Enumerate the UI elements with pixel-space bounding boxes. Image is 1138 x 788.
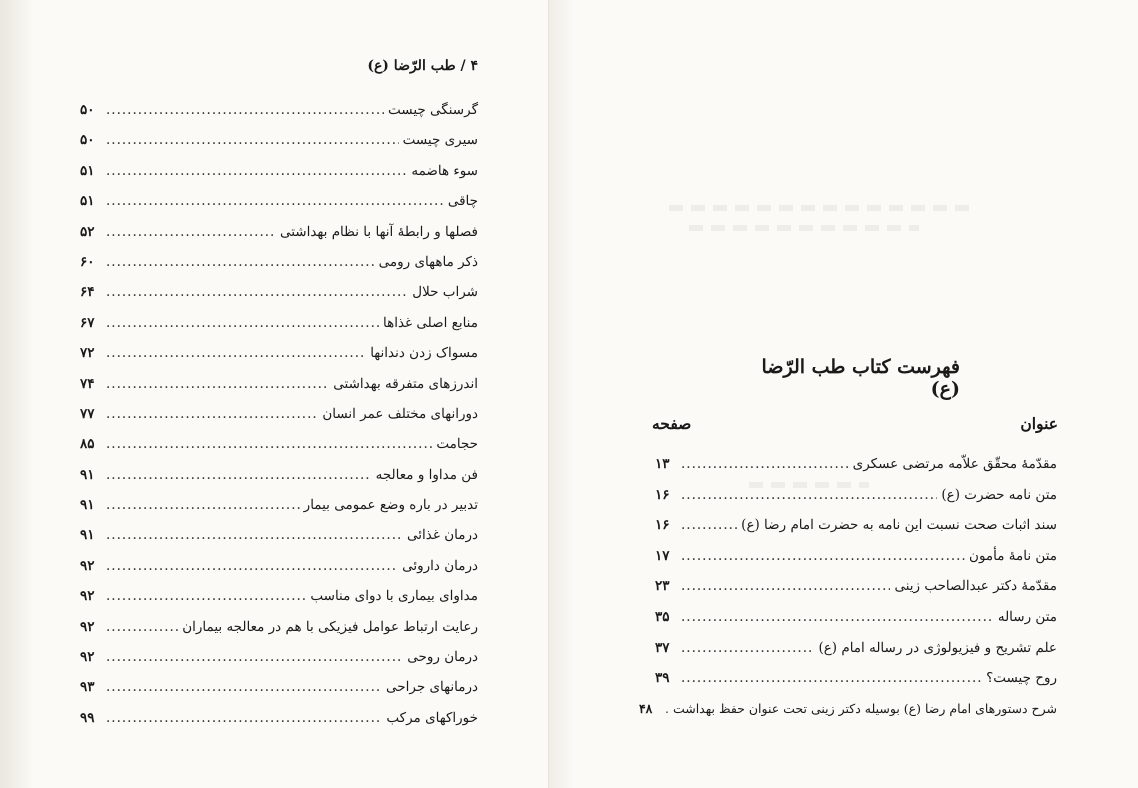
leader-dots bbox=[106, 95, 384, 125]
leader-dots bbox=[681, 510, 737, 540]
entry-title: اندرزهای متفرقه بهداشتی bbox=[333, 375, 478, 392]
entry-title: منابع اصلی غذاها bbox=[382, 314, 478, 331]
leader-dots bbox=[106, 277, 408, 307]
leader-dots bbox=[681, 571, 890, 601]
leader-dots bbox=[106, 672, 382, 702]
entry-page: ۹۲ bbox=[80, 588, 95, 605]
entry-title: مداوای بیماری با دوای مناسب bbox=[310, 588, 478, 605]
entry-page: ۹۱ bbox=[80, 497, 95, 514]
toc-entry bbox=[80, 369, 478, 399]
leader-dots bbox=[106, 125, 399, 155]
toc-entry bbox=[655, 602, 1057, 633]
entry-title: درمان غذائی bbox=[407, 527, 478, 544]
leader-dots bbox=[106, 490, 300, 520]
entry-title: ذکر ماههای رومی bbox=[378, 253, 478, 270]
entry-title: متن نامهٔ مأمون bbox=[969, 547, 1057, 564]
leader-dots bbox=[681, 663, 982, 693]
entry-title: حجامت bbox=[436, 436, 478, 453]
leader-dots bbox=[681, 449, 849, 479]
toc-entry bbox=[80, 399, 478, 429]
entry-title: مقدّمهٔ محقّق علاّمه مرتضی عسکری bbox=[852, 456, 1057, 472]
leader-dots bbox=[106, 308, 379, 338]
entry-title: سیری چیست bbox=[402, 132, 478, 149]
toc-entry bbox=[655, 480, 1057, 511]
toc-entry bbox=[80, 186, 478, 216]
entry-page: ۹۱ bbox=[80, 466, 95, 483]
toc-entry bbox=[80, 460, 478, 490]
entry-page: ۹۲ bbox=[80, 649, 95, 666]
show-through-text bbox=[669, 205, 969, 211]
leader-dots bbox=[106, 429, 432, 459]
entry-page: ۳۹ bbox=[655, 670, 670, 687]
entry-title: متن نامه حضرت (ع) bbox=[941, 486, 1057, 503]
entry-title: مسواک زدن دندانها bbox=[370, 345, 478, 362]
entry-page: ۳۵ bbox=[655, 608, 670, 625]
toc-list-right bbox=[638, 449, 1057, 724]
entry-title: علم تشریح و فیزیولوژی در رساله امام (ع) bbox=[818, 639, 1057, 656]
leader-dots bbox=[106, 369, 329, 399]
leader-dots bbox=[106, 247, 375, 277]
entry-page: ۱۳ bbox=[655, 456, 670, 472]
entry-page: ۵۰ bbox=[80, 102, 95, 118]
toc-entry bbox=[80, 520, 478, 550]
entry-page: ۶۴ bbox=[80, 284, 95, 301]
toc-entry bbox=[80, 125, 478, 155]
toc-title: فهرست کتاب طب الرّضا (ع) bbox=[761, 356, 960, 400]
show-through-text bbox=[689, 225, 919, 231]
entry-page: ۵۱ bbox=[80, 193, 95, 210]
toc-entry bbox=[80, 156, 478, 186]
entry-page: ۱۶ bbox=[655, 517, 670, 534]
leader-dots bbox=[106, 338, 366, 368]
entry-title: متن رساله bbox=[997, 608, 1057, 625]
toc-entry bbox=[80, 490, 478, 520]
leader-dots bbox=[106, 703, 382, 733]
leader-dots bbox=[106, 460, 372, 490]
entry-title: خوراکهای مرکب bbox=[386, 709, 478, 726]
toc-entry bbox=[655, 449, 1057, 480]
toc-entry bbox=[80, 217, 478, 247]
toc-entry bbox=[80, 308, 478, 338]
entry-title: چاقی bbox=[447, 193, 478, 210]
toc-entry bbox=[80, 277, 478, 307]
leader-dots bbox=[106, 186, 444, 216]
leader-dots bbox=[106, 551, 398, 581]
entry-page: ۳۷ bbox=[655, 639, 670, 656]
toc-entry bbox=[638, 694, 1057, 725]
column-header-page: صفحه bbox=[652, 414, 692, 433]
entry-title: مقدّمهٔ دکتر عبدالصاحب زینی bbox=[894, 578, 1057, 595]
leader-dots bbox=[106, 612, 178, 642]
entry-page: ۹۱ bbox=[80, 527, 95, 544]
left-page bbox=[0, 0, 549, 788]
toc-entry bbox=[655, 541, 1057, 572]
leader-dots bbox=[106, 520, 403, 550]
toc-entry bbox=[655, 510, 1057, 541]
entry-page: ۹۹ bbox=[80, 709, 95, 726]
entry-page: ۶۰ bbox=[80, 253, 95, 270]
toc-entry bbox=[655, 571, 1057, 602]
toc-list-left bbox=[80, 95, 478, 733]
toc-entry bbox=[80, 95, 478, 125]
leader-dots bbox=[681, 633, 814, 663]
entry-page: ۷۷ bbox=[80, 405, 95, 422]
leader-dots bbox=[681, 541, 965, 571]
toc-entry bbox=[80, 429, 478, 459]
entry-title: گرسنگی چیست bbox=[388, 102, 478, 118]
entry-page: ۵۲ bbox=[80, 223, 95, 240]
entry-page: ۵۰ bbox=[80, 132, 95, 149]
entry-page: ۹۳ bbox=[80, 679, 95, 696]
entry-title: شراب حلال bbox=[412, 284, 478, 301]
leader-dots bbox=[681, 602, 994, 632]
entry-title: سند اثبات صحت نسبت این نامه به حضرت امام رضا (ع) bbox=[741, 517, 1057, 534]
entry-title: درمان روحی bbox=[407, 649, 478, 666]
entry-page: ۷۲ bbox=[80, 345, 95, 362]
entry-title: تدبیر در باره وضع عمومی بیمار bbox=[303, 497, 478, 514]
toc-entry bbox=[80, 551, 478, 581]
entry-page: ۶۷ bbox=[80, 314, 95, 331]
leader-dots bbox=[106, 156, 407, 186]
entry-title: درمانهای جراحی bbox=[386, 679, 478, 696]
toc-entry bbox=[80, 247, 478, 277]
entry-page: ۱۶ bbox=[655, 486, 670, 503]
entry-title: فن مداوا و معالجه bbox=[375, 466, 478, 483]
entry-title: روح چیست؟ bbox=[986, 670, 1057, 687]
entry-title: سوء هاضمه bbox=[411, 162, 478, 179]
toc-entry bbox=[655, 633, 1057, 664]
leader-dots bbox=[681, 480, 937, 510]
entry-page: ۸۵ bbox=[80, 436, 95, 453]
toc-entry bbox=[80, 581, 478, 611]
toc-entry bbox=[80, 672, 478, 702]
toc-entry bbox=[655, 663, 1057, 694]
entry-title: شرح دستورهای امام رضا (ع) بوسیله دکتر زینی تحت عنوان حفظ بهداشت bbox=[672, 700, 1057, 716]
entry-page: ۲۳ bbox=[655, 578, 670, 595]
entry-page: ۵۱ bbox=[80, 162, 95, 179]
leader-dots bbox=[106, 399, 318, 429]
entry-title: رعایت ارتباط عوامل فیزیکی با هم در معالجه بیماران bbox=[182, 618, 478, 635]
leader-dots bbox=[106, 642, 403, 672]
leader-dots bbox=[106, 581, 306, 611]
leader-dots bbox=[665, 694, 669, 724]
entry-page: ۷۴ bbox=[80, 375, 95, 392]
running-head: ۴ / طب الرّضا (ع) bbox=[367, 58, 478, 74]
column-header-title: عنوان bbox=[1020, 414, 1058, 433]
entry-title: فصلها و رابطهٔ آنها با نظام بهداشتی bbox=[279, 223, 478, 240]
entry-page: ۹۲ bbox=[80, 557, 95, 574]
entry-title: دورانهای مختلف عمر انسان bbox=[322, 405, 478, 422]
toc-entry bbox=[80, 612, 478, 642]
entry-title: درمان داروئی bbox=[402, 557, 478, 574]
entry-page: ۱۷ bbox=[655, 547, 670, 564]
toc-entry bbox=[80, 703, 478, 733]
toc-entry bbox=[80, 338, 478, 368]
entry-page: ۹۲ bbox=[80, 618, 95, 635]
entry-page: ۴۸ bbox=[638, 700, 653, 716]
leader-dots bbox=[106, 217, 276, 247]
toc-entry bbox=[80, 642, 478, 672]
